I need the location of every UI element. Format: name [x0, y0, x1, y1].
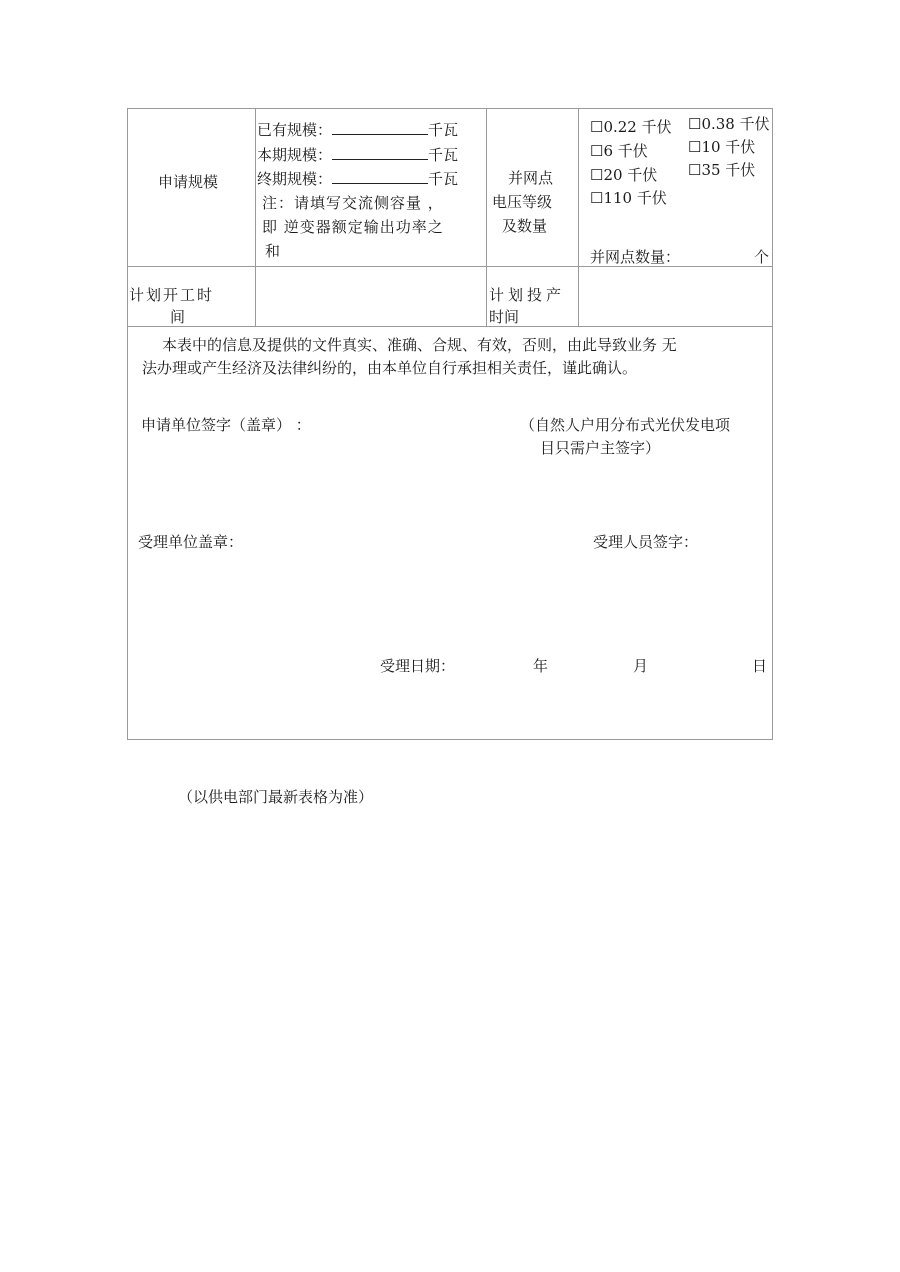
natural-person-note-line1: （自然人户用分布式光伏发电项 [520, 416, 731, 434]
natural-person-note-line2: 目只需户主签字） [540, 439, 661, 457]
footer-note: （以供电部门最新表格为准） [178, 788, 374, 806]
current-scale-unit: 千瓦 [428, 146, 459, 164]
grid-count-input[interactable] [690, 246, 750, 264]
planned-start-input[interactable] [258, 270, 483, 322]
final-scale-row [257, 168, 458, 189]
declaration-line1: 本表中的信息及提供的文件真实、准确、合规、有效，否则，由此导致业务 无 [162, 336, 677, 354]
grid-label-line2: 电压等级 [492, 193, 553, 211]
current-scale-row [257, 144, 458, 165]
existing-scale-input[interactable] [332, 120, 428, 135]
acceptance-date-year: 年 [533, 657, 549, 675]
voltage-option-35kv[interactable]: ☐35 千伏 [688, 161, 756, 179]
voltage-option-110kv[interactable]: ☐110 千伏 [590, 189, 667, 207]
acceptance-unit-seal-label: 受理单位盖章： [138, 533, 244, 551]
acceptance-date-month: 月 [633, 657, 649, 675]
voltage-option-label: 110 千伏 [603, 189, 667, 207]
voltage-option-label: 0.38 千伏 [701, 115, 770, 133]
acceptance-date-day: 日 [752, 657, 768, 675]
grid-label-line3: 及数量 [502, 217, 548, 235]
voltage-option-6kv[interactable]: ☐6 千伏 [590, 142, 648, 160]
table-divider-col2 [486, 108, 487, 326]
voltage-option-label: 6 千伏 [603, 142, 648, 160]
voltage-option-label: 35 千伏 [701, 161, 756, 179]
existing-scale-unit: 千瓦 [428, 121, 459, 139]
grid-count-label: 并网点数量： [590, 248, 681, 266]
table-divider-col3 [578, 108, 579, 326]
current-scale-label: 本期规模： [257, 146, 333, 164]
planned-start-label-line1: 计划开工时 [129, 286, 215, 304]
grid-count-unit: 个 [754, 248, 770, 266]
voltage-option-label: 20 千伏 [603, 166, 658, 184]
table-border-row2 [127, 326, 773, 327]
scale-note-line1: 注：请填写交流侧容量 ， [262, 194, 444, 212]
voltage-option-0-38kv[interactable]: ☐0.38 千伏 [688, 115, 770, 133]
table-divider-col1 [255, 108, 256, 326]
planned-production-input[interactable] [581, 270, 769, 322]
existing-scale-row [257, 119, 458, 140]
planned-start-label-line2: 间 [170, 308, 186, 326]
voltage-option-0-22kv[interactable]: ☐0.22 千伏 [590, 118, 672, 136]
planned-production-label-line2: 时间 [489, 308, 520, 326]
voltage-option-label: 0.22 千伏 [603, 118, 672, 136]
final-scale-label: 终期规模： [257, 170, 333, 188]
table-border-right [772, 108, 773, 740]
existing-scale-label: 已有规模： [257, 121, 333, 139]
grid-label-line1: 并网点 [508, 169, 554, 187]
planned-production-label-line1: 计划投产 [489, 286, 566, 304]
scale-note-line3: 和 [265, 242, 281, 260]
acceptance-staff-signature-label: 受理人员签字： [593, 533, 699, 551]
scale-note-line2: 即 逆变器额定输出功率之 [262, 218, 444, 236]
table-border-bottom [127, 739, 773, 740]
final-scale-input[interactable] [332, 169, 428, 184]
table-border-left [127, 108, 128, 740]
voltage-option-10kv[interactable]: ☐10 千伏 [688, 138, 756, 156]
table-border-top [127, 108, 773, 109]
final-scale-unit: 千瓦 [428, 170, 459, 188]
applicant-signature-label: 申请单位签字（盖章） ： [141, 416, 311, 434]
voltage-option-label: 10 千伏 [701, 138, 756, 156]
declaration-line2: 法办理或产生经济及法律纠纷的，由本单位自行承担相关责任，谨此确认。 [142, 359, 638, 377]
voltage-option-20kv[interactable]: ☐20 千伏 [590, 166, 658, 184]
acceptance-date-label: 受理日期： [380, 657, 456, 675]
scale-label: 申请规模 [158, 173, 219, 191]
current-scale-input[interactable] [332, 145, 428, 160]
